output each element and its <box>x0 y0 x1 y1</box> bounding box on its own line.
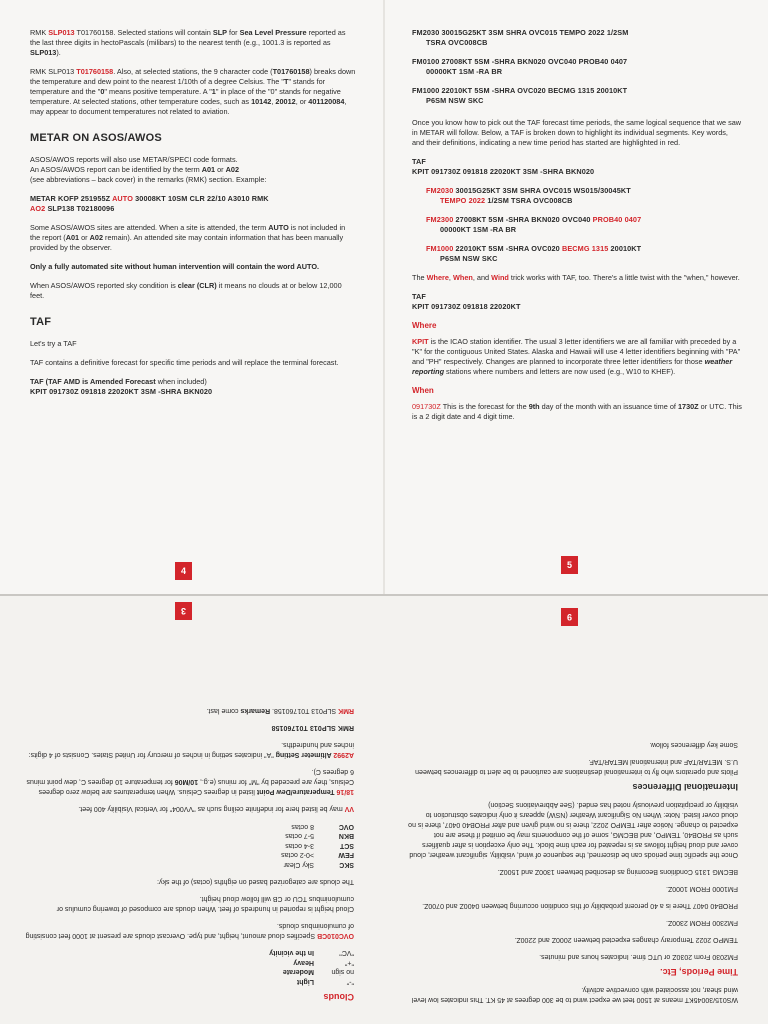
page-number-4: 4 <box>175 562 192 580</box>
heading-taf: TAF <box>30 316 52 328</box>
rmk-temp-paragraph: RMK SLP013 T01760158. Also, at selected stations, the 9 character code (T01760158) breaks down the temperature and dew point to the nearest 1/10th of a degree Celsius. The "T" stands for temperature and the "0" means positive temperature. A "1" in place of the "0" stands for negative temperature. At selected stations, other temperature codes, such as 10142, 20012, or 401120084, may appear to document temperatures not related to aviation. <box>30 67 356 116</box>
rmk-line: RMK SLP013 T01760158 <box>271 724 354 732</box>
pilots-paragraph: Pilots and operators who fly to international destinations are cautioned to be alert to differences between U.S. METAR/TAF and international METAR/TAF. <box>415 758 738 775</box>
clouds-heading: Clouds <box>323 992 354 1002</box>
altimeter-paragraph: A2992 Altimeter Setting "A" indicates setting in inches of mercury for United States. Consists of 4 digits: inches and hundredths. <box>28 741 354 759</box>
asos-paragraph: ASOS/AWOS reports will also use METAR/SPECI code formats. An ASOS/AWOS report can be identified by the term A01 or A02 (see abbreviations – back cover) in the remarks (RMK) section. Example: <box>30 155 267 184</box>
page-4 <box>30 28 356 406</box>
taf-breakdown-header: TAF KPIT 091730Z 091818 22020KT 3SM -SHRA BKN020 <box>412 157 595 176</box>
page-3 <box>24 699 354 1005</box>
clr-paragraph: When ASOS/AWOS reported sky condition is clear (CLR) it means no clouds at or below 12,000 feet. <box>30 281 342 300</box>
coverage-table: SKC Sky Clear FEW >0-2 octas SCT 3-4 octas BKN 5-7 octas OVC 8 octas <box>281 823 354 868</box>
attended-paragraph: Some ASOS/AWOS sites are attended. When a site is attended, the term AUTO is not included in the report (A01 or A02 remain). An attended site may contain information that has been manually provided by the observer. <box>30 223 346 252</box>
prob-def: PROB40 0407 There is a 40 percent probability of this condition occurring between 0400Z and 0700Z. <box>422 902 738 909</box>
taf-line-fm2030: FM2030 30015G25KT 3SM SHRA OVC015 TEMPO 2022 1/2SM TSRA OVC008CB <box>412 28 629 47</box>
taf-breakdown-fm1000: FM1000 22010KT 5SM -SHRA OVC020 BECMG 1315 20010KT P6SM NSW SKC <box>426 244 642 263</box>
intensity-table: "-" Light no sign Moderate "+" Heavy "VC" In the vicinity <box>269 949 354 985</box>
remarks-paragraph: RMK SLP013 T01760158. Remarks come last. <box>206 707 354 715</box>
once-specific-paragraph: Once the specific time periods can be discerned, the sequence of wind, visibility, significant weather, cloud cover and cloud height follows as is repeated for each time block. The only exception is after qualifiers such as PROB40, TEMPO, and BECMG, some of the components may be omitted if these are not expected to change. Notice after TEMPO 2022, there is no wind given and after PROB40 0407, there is no cloud cover listed. Note: When No Significant Weather (NSW) appears it only indicates obstruction to visibility or precipitation previously noted has ended. (See Abbreviations Section) <box>408 801 738 858</box>
taf-where-when-header: TAF KPIT 091730Z 091818 22020KT <box>412 292 521 311</box>
wind-shear-paragraph: WS015/30045KT means at 1500 feet we expect wind to be 300 degrees at 45 KT. This indicates low level wind shear, not associated with convective activity. <box>411 986 738 1003</box>
page-9 <box>408 732 738 1004</box>
page-number-9: 9 <box>561 608 578 626</box>
taf-line-fm1000: FM1000 22010KT 5SM -SHRA OVC020 BECMG 1315 20010KT P6SM NSW SKC <box>412 86 628 105</box>
fm1000-def: FM1000 FROM 1000Z. <box>666 885 738 892</box>
key-differences: Some key differences follow. <box>649 741 738 748</box>
fm2030-def: FM2030 From 2030Z or UTC time. Indicates hours and minutes. <box>539 953 738 960</box>
ovc-paragraph: OVC010CB Specifies cloud amount, height, and type. Overcast clouds are present at 1000 feet consisting of cumulonimbus clouds. <box>25 922 354 939</box>
rmk-slp-paragraph: RMK SLP013 T01760158. Selected stations will contain SLP for Sea Level Pressure reported as the last three digits in hectoPascals (milibars) to the nearest tenth (e.g., 1001.3 is reported as SLP013). <box>30 28 346 57</box>
taf-line-fm0100: FM0100 27008KT 5SM -SHRA BKN020 OVC040 PROB40 0407 00000KT 1SM -RA BR <box>412 57 628 76</box>
www-paragraph: The Where, When, and Wind trick works with TAF, too. There's a little twist with the "when," however. <box>412 273 740 282</box>
once-paragraph: Once you know how to pick out the TAF forecast time periods, the same logical sequence that we saw in METAR will follow. Below, a TAF is broken down to highlight its individual segments. Key words, and their definitions, indicating a new time period has started are highlighted in red. <box>412 118 742 147</box>
page-number-5: 5 <box>561 556 578 574</box>
taf-try: Let's try a TAF <box>30 339 77 348</box>
becmg-def: BECMG 1315 Conditions Becoming as described between 1300Z and 1500Z. <box>497 868 738 875</box>
auto-only-note: Only a fully automated site without human intervention will contain the word AUTO. <box>30 262 320 271</box>
page-spread-bottom <box>0 596 768 1024</box>
taf-definition: TAF contains a definitive forecast for specific time periods and will replace the terminal forecast. <box>30 358 339 367</box>
vv-paragraph: VV may be listed here for indefinite ceiling such as "VV004" for Vertical Visibility 400 feet. <box>78 805 354 813</box>
page-number-3: 3 <box>175 602 192 620</box>
where-heading: Where <box>412 321 437 330</box>
cloud-height-paragraph: Cloud height is reported in hundreds of feet. When clouds are composed of towering cumulus or cumulonimbus TCU or CB will follow cloud height. <box>56 895 354 912</box>
heading-metar-asos: METAR ON ASOS/AWOS <box>30 132 162 144</box>
taf-amd-example: TAF (TAF AMD is Amended Forecast when included) KPIT 091730Z 091818 22020KT 3SM -SHRA BKN020 <box>30 377 213 396</box>
page-5 <box>412 28 742 431</box>
temp-dewpoint-paragraph: 18/16 Temperature/Dew Point listed in degrees Celsius. When temperatures are below zero degrees Celsius, they are preceded by "M" for minus (e.g., 10/M06 for temperature 10 degrees C, dew point minus 6 degrees C). <box>26 768 354 796</box>
taf-breakdown-fm2300: FM2300 27008KT 5SM -SHRA BKN020 OVC040 PROB40 0407 00000KT 1SM -RA BR <box>426 215 642 234</box>
when-paragraph: 091730Z This is the forecast for the 9th day of the month with an issuance time of 1730Z or UTC. This is a 2 digit date and 4 digit time. <box>412 402 742 421</box>
clouds-categorized: The clouds are categorized based on eighths (octas) of the sky: <box>157 878 354 885</box>
metar-example: METAR KOFP 251955Z AUTO 30008KT 10SM CLR 22/10 A3010 RMK AO2 SLP138 T02180096 <box>30 194 269 213</box>
time-periods-heading: Time Periods, Etc. <box>660 967 738 977</box>
taf-breakdown-fm2030: FM2030 30015G25KT 3SM SHRA OVC015 WS015/30045KT TEMPO 2022 1/2SM TSRA OVC008CB <box>426 186 631 205</box>
rotated-pages <box>0 596 768 1024</box>
where-paragraph: KPIT is the ICAO station identifier. The usual 3 letter identifiers we are all familiar with preceded by a "K" for the contiguous United States. Alaska and Hawaii will use 4 letter identifiers beginning with "PA" and "PH" respectively. Changes are planned to incorporate three letter identifiers for those weather reporting stations where numbers and letters are now used (e.g., W10 to KHEF). <box>412 337 741 376</box>
tempo-def: TEMPO 2022 Temporary changes expected between 2000Z and 2200Z. <box>514 936 738 943</box>
fm2300-def: FM2300 FROM 2300Z. <box>666 919 738 926</box>
intl-differences-heading: International Differences <box>632 782 738 792</box>
gutter <box>383 0 385 596</box>
when-heading: When <box>412 386 434 395</box>
